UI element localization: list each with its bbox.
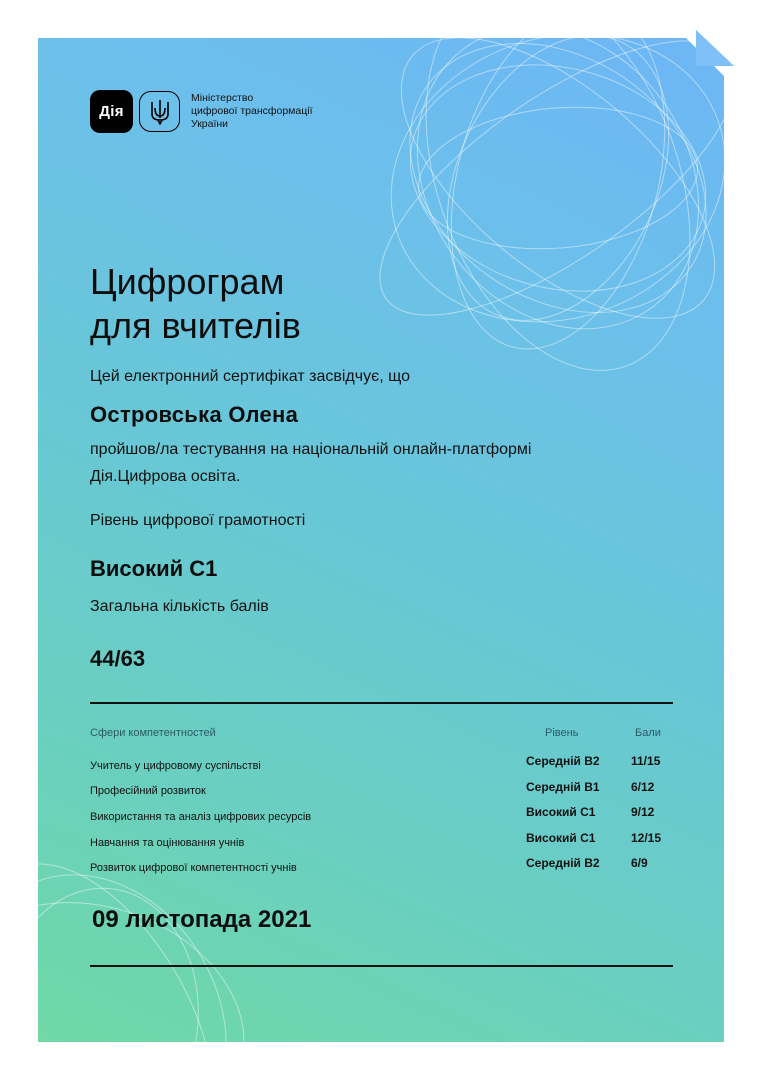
trident-emblem-icon	[139, 91, 180, 132]
level-label: Рівень цифрової грамотності	[90, 512, 306, 529]
row-score: 12/15	[631, 831, 662, 845]
col-header-area: Сфери компетентностей	[90, 727, 216, 739]
title-line-1: Цифрограм	[90, 261, 285, 302]
col-header-score: Бали	[635, 727, 661, 739]
row-score: 11/15	[631, 754, 661, 768]
row-area: Використання та аналіз цифрових ресурсів	[90, 811, 312, 823]
diia-logo	[90, 90, 133, 133]
ministry-name	[191, 92, 313, 131]
completion-line-2: Дія.Цифрова освіта.	[90, 468, 241, 485]
row-score: 6/12	[631, 780, 655, 794]
row-area: Професійний розвиток	[90, 785, 206, 797]
diia-logo-text: Дія	[99, 103, 124, 120]
col-header-level: Рівень	[545, 727, 579, 739]
row-level: Високий С1	[526, 831, 596, 845]
score-label: Загальна кількість балів	[90, 598, 269, 615]
level-value: Високий С1	[90, 556, 218, 581]
intro-text: Цей електронний сертифікат засвідчує, що	[90, 368, 411, 385]
row-area: Навчання та оцінювання учнів	[90, 837, 245, 849]
row-level: Середній В2	[526, 754, 600, 768]
score-value: 44/63	[90, 646, 146, 671]
row-area: Розвиток цифрової компетентності учнів	[90, 862, 297, 874]
row-area: Учитель у цифровому суспільстві	[90, 760, 261, 772]
ministry-line-3: України	[191, 118, 229, 130]
header-logos	[90, 90, 313, 133]
page-fold-icon	[686, 30, 734, 70]
row-score: 6/9	[631, 856, 648, 870]
row-level: Середній В1	[526, 780, 600, 794]
divider-top	[90, 702, 673, 704]
issue-date: 09 листопада 2021	[92, 906, 312, 933]
row-level: Середній В2	[526, 856, 600, 870]
globe-pattern-decoration	[38, 38, 724, 1042]
ministry-line-1: Міністерство	[191, 92, 254, 104]
row-level: Високий С1	[526, 805, 596, 819]
certificate	[38, 38, 724, 1042]
divider-bottom	[90, 965, 673, 967]
person-name: Островська Олена	[90, 402, 299, 427]
certificate-title	[90, 260, 301, 348]
row-score: 9/12	[631, 805, 655, 819]
completion-line-1: пройшов/ла тестування на національній онлайн-платформі	[90, 441, 532, 458]
title-line-2: для вчителів	[90, 305, 301, 346]
ministry-line-2: цифрової трансформації	[191, 105, 313, 117]
